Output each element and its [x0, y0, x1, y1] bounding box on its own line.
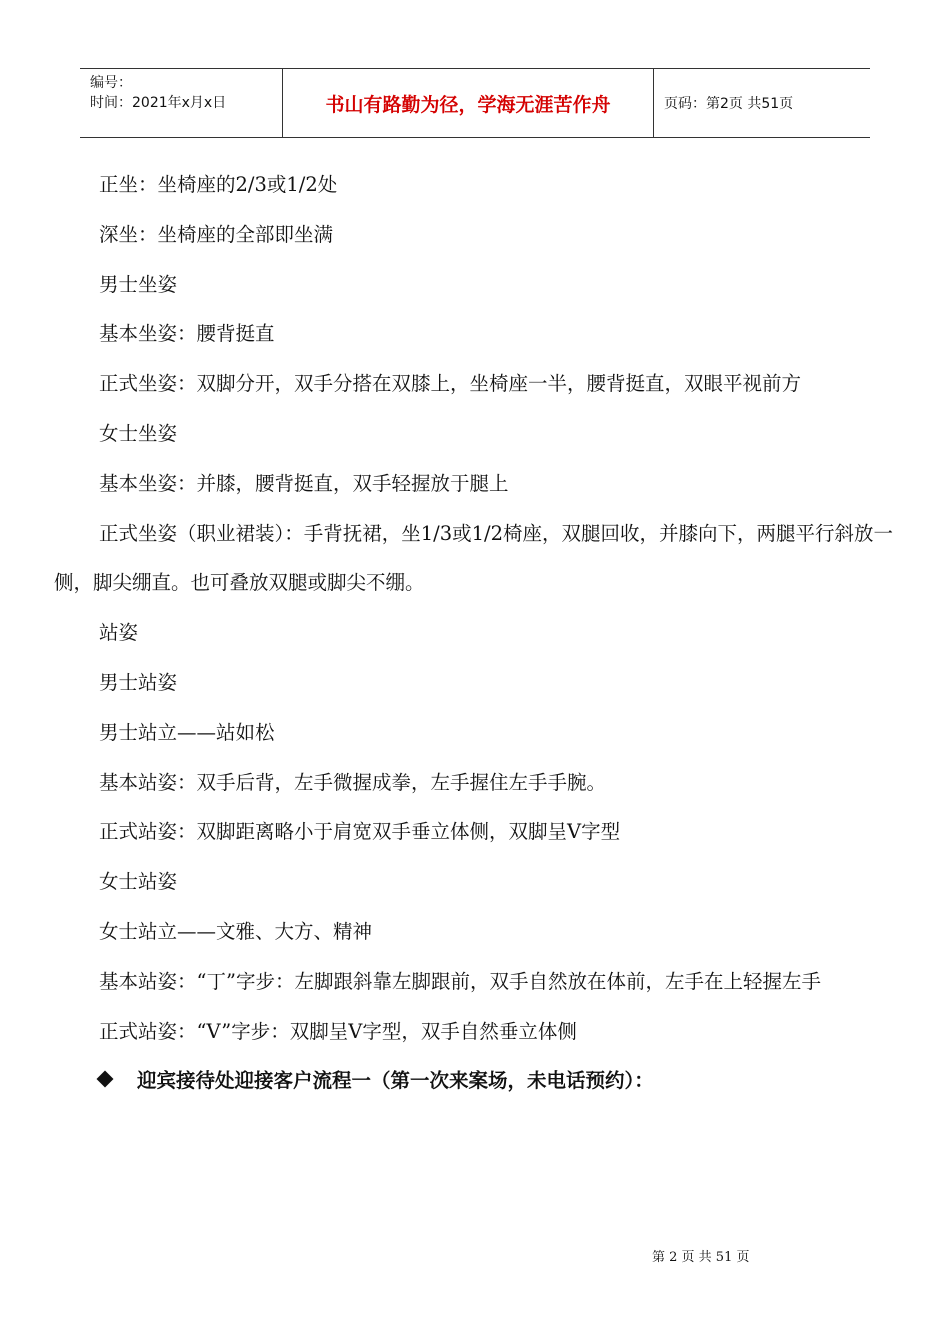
document-number-label: 编号： [90, 75, 132, 91]
paragraph: 男士坐姿 [99, 272, 178, 296]
page-header [80, 68, 870, 138]
diamond-bullet-icon [97, 1071, 114, 1088]
paragraph: 正坐：坐椅座的2/3或1/2处 [99, 173, 338, 196]
paragraph: 男士站姿 [99, 670, 178, 694]
header-page-info: 页码：第2页 共51页 [664, 96, 794, 112]
document-date: 时间：2021年x月x日 [90, 95, 227, 111]
paragraph: 女士站立——文雅、大方、精神 [99, 919, 373, 943]
document-body [54, 160, 896, 1106]
paragraph: 女士坐姿 [99, 421, 178, 445]
paragraph: 基本站姿：双手后背，左手微握成拳，左手握住左手手腕。 [99, 770, 607, 794]
paragraph: 男士站立——站如松 [99, 720, 275, 744]
paragraph: 女士站姿 [99, 870, 178, 894]
paragraph: 正式站姿：双脚距离略小于肩宽双手垂立体侧，双脚呈V字型 [99, 820, 621, 844]
paragraph: 基本坐姿：腰背挺直 [99, 322, 275, 346]
paragraph: 正式坐姿（职业裙装）：手背抚裙，坐1/3或1/2椅座，双腿回收，并膝向下，两腿平行斜放一侧，脚尖绷直。也可叠放双腿或脚尖不绷。 [54, 521, 894, 595]
paragraph: 基本站姿：“丁”字步：左脚跟斜靠左脚跟前，双手自然放在体前，左手在上轻握左手 [99, 969, 821, 993]
paragraph: 基本坐姿：并膝，腰背挺直，双手轻握放于腿上 [99, 471, 509, 495]
section-heading: 站姿 [99, 621, 139, 645]
paragraph: 正式坐姿：双脚分开，双手分搭在双膝上，坐椅座一半，腰背挺直，双眼平视前方 [99, 372, 802, 396]
bullet-heading-text: 迎宾接待处迎接客户流程一（第一次来案场，未电话预约）： [137, 1069, 654, 1093]
paragraph: 正式站姿：“V”字步：双脚呈V字型，双手自然垂立体侧 [99, 1019, 577, 1043]
header-meta [80, 69, 282, 137]
header-motto: 书山有路勤为径，学海无涯苦作舟 [282, 69, 654, 137]
bullet-heading [54, 1056, 896, 1106]
paragraph: 深坐：坐椅座的全部即坐满 [99, 222, 334, 246]
footer-page-number: 第 2 页 共 51 页 [652, 1250, 750, 1265]
